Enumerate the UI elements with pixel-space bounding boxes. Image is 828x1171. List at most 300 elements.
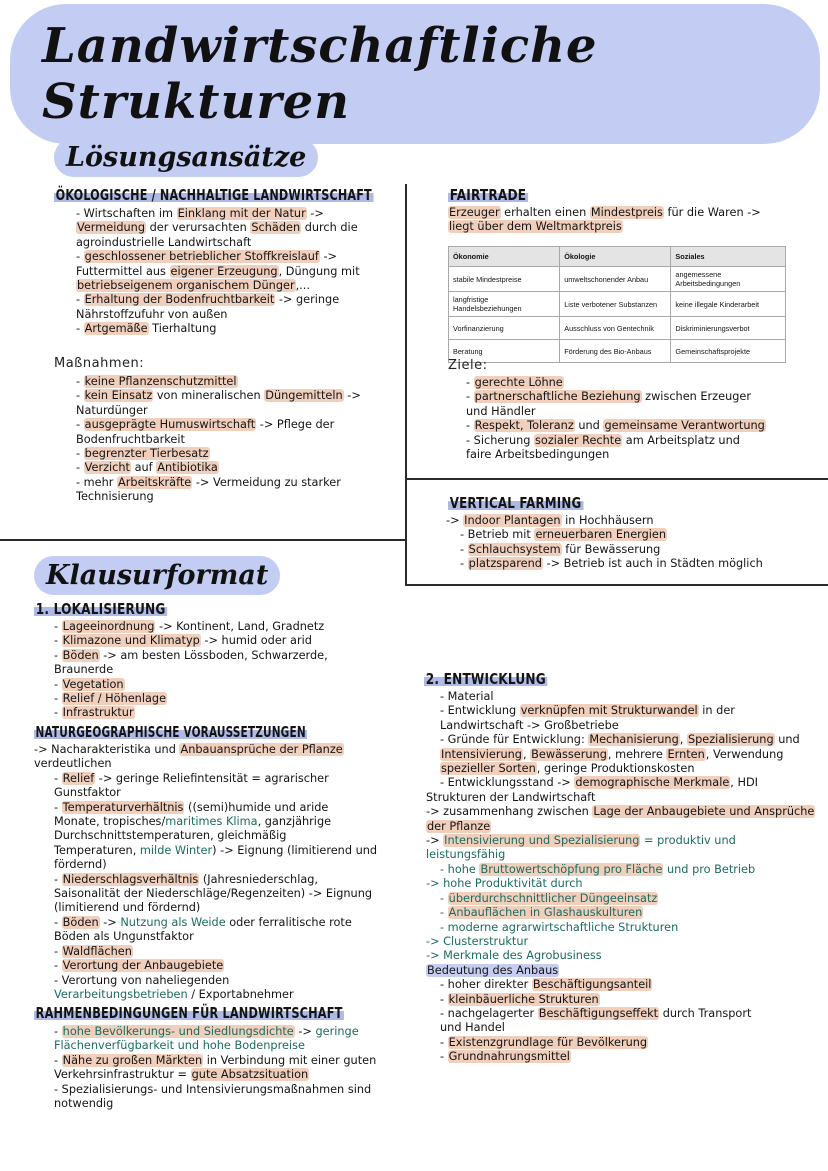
text-segment: maritimes Klima [165,815,258,829]
text-segment: - [440,891,448,905]
text-segment: Gunstfaktor [54,786,121,800]
list-fairtrade [448,206,761,235]
text-segment: partnerschaftliche Beziehung [474,390,641,404]
list-item [34,743,377,757]
table-cell: umweltschonender Anbau [560,267,671,292]
text-segment: -> [446,514,464,527]
text-segment: Relief / Höhenlage [62,692,167,706]
table-cell: Vorfinanzierung [449,317,560,340]
text-segment: Bewässerung [531,747,607,761]
list-item [446,528,763,542]
text-segment: Erzeuger [449,206,500,219]
text-segment: Intensivierung [441,747,522,761]
list-item [446,557,763,571]
list-oekologisch [76,207,360,337]
text-segment: Strukturen der Landwirtschaft [426,790,596,804]
list-item [466,405,766,419]
text-segment: milde Winter [139,843,213,857]
text-segment: Ernten [667,747,705,761]
list-item [426,921,815,935]
text-segment: Böden [62,648,99,662]
text-segment: - [440,1050,448,1064]
list-item [76,447,361,461]
text-segment: sozialer Rechte [535,433,622,447]
text-segment: Braunerde [54,663,114,677]
list-item [76,461,361,475]
divider-horizontal-right-2 [405,584,828,586]
text-segment: - [54,634,62,648]
text-segment: - [440,906,448,920]
list-item [426,935,815,949]
text-segment: - [54,959,62,973]
list-item [54,649,328,663]
text-segment: - Gründe für Entwicklung: [440,733,589,747]
text-segment: Flächenverfügbarkeit und hohe Bodenpreise [54,1039,305,1053]
text-segment: - [76,322,84,336]
text-segment: , geringe Produktionskosten [536,762,695,776]
text-segment: durch Transport [659,1006,752,1020]
text-segment: -> [294,1025,316,1038]
fairtrade-table [448,246,786,363]
divider-vertical-top [405,184,407,584]
text-segment: Vegetation [62,677,124,691]
table-row [449,317,786,340]
text-segment: -> [306,207,324,220]
text-segment: in Hochhäusern [561,514,654,527]
list-item [54,663,328,677]
text-segment: - Sicherung [466,433,535,447]
text-segment: ausgeprägte Humuswirtschaft [84,418,256,432]
list-item [466,434,766,448]
text-segment: - [54,677,62,691]
table-cell: Gemeinschaftsprojekte [671,340,786,363]
text-segment: Grundnahrungsmittel [448,1050,570,1064]
text-segment: ((semi)humide und aride [184,800,329,814]
text-segment: - [460,557,468,571]
text-segment: der Pflanze [427,819,491,833]
text-segment: am Arbeitsplatz und [622,433,740,447]
list-item [54,620,328,634]
table-cell: Förderung des Bio-Anbaus [560,340,671,363]
list-entwicklung [426,690,815,1065]
text-segment: gerechte Löhne [474,376,563,389]
text-segment: Verortung der Anbaugebiete [62,959,224,973]
heading-fairtrade: FAIRTRADE [449,186,527,204]
list-item [34,815,377,829]
list-item [34,916,377,930]
list-item [426,978,815,992]
list-item [426,762,815,776]
text-segment: / Exportabnehmer [187,987,294,1001]
list-item [54,1097,376,1111]
text-segment: -> Kontinent, Land, Gradnetz [155,620,325,633]
text-segment: - [54,1053,62,1067]
list-item [76,236,360,250]
text-segment: betriebseigenem organischem Dünger [77,279,295,293]
text-segment: - hoher direkter [440,978,532,992]
text-segment: platzsparend [468,557,542,571]
text-segment: für die Waren -> [663,206,761,219]
text-segment: gemeinsame Verantwortung [604,419,765,433]
text-segment: Arbeitskräfte [118,475,192,489]
list-item [54,706,328,720]
text-segment: - [54,1025,62,1038]
text-segment: Niederschlagsverhältnis [62,872,199,886]
list-item [466,448,766,462]
list-item [34,901,377,915]
list-naturgeo [34,743,377,1002]
text-segment: -> Vermeidung zu starker [192,475,341,489]
text-segment: Respekt, Toleranz [474,419,574,433]
text-segment: , ganzjährige [257,815,332,829]
list-lokalisierung [54,620,328,721]
list-item [76,433,361,447]
text-segment: - [76,375,84,388]
text-segment: - Entwicklung [440,704,520,718]
list-item [76,279,360,293]
table-cell: Beratung [449,340,560,363]
text-segment: zwischen Erzeuger [641,390,751,404]
table-header-row [449,247,786,267]
text-segment: und pro Betrieb [663,862,756,876]
text-segment: Landwirtschaft -> Großbetriebe [440,718,619,732]
text-segment: -> [319,250,338,264]
text-segment: - Spezialisierungs- und Intensivierungsmaßnahmen sind [54,1082,372,1096]
text-segment: ) -> Eignung (limitierend und [212,843,378,857]
text-segment: Bruttowertschöpfung pro Fläche [480,862,663,876]
text-segment: geschlossener betrieblicher Stoffkreislauf [84,250,319,264]
text-segment: Mechanisierung [589,733,679,747]
text-segment: Anbauansprüche der Pflanze [180,743,343,756]
list-item [34,801,377,815]
text-segment: - [54,706,62,720]
text-segment: Infrastruktur [62,706,134,720]
text-segment: spezieller Sorten [441,762,536,776]
text-segment: - mehr [76,475,118,489]
list-item [426,704,815,718]
list-item [426,906,815,920]
text-segment: Tierhaltung [148,322,217,336]
text-segment: Technisierung [76,490,154,504]
list-item [448,206,761,220]
list-item [426,1021,815,1035]
list-item [426,834,815,848]
list-item [426,877,815,891]
text-segment: -> Betrieb ist auch in Städten möglich [542,557,763,571]
text-segment: - [76,389,84,403]
list-item [34,772,377,786]
text-segment: Lage der Anbaugebiete und Ansprüche [593,805,815,819]
text-segment: Relief [62,771,95,785]
text-segment: Beschäftigungsanteil [532,978,652,992]
section-title-loesungsansaetze: Lösungsansätze [58,142,314,173]
text-segment: und Händler [466,404,536,418]
text-segment: Vermeidung [77,221,146,235]
text-segment: Bodenfruchtbarkeit [76,432,185,446]
text-segment: - [466,390,474,404]
heading-massnahmen: Maßnahmen: [54,356,145,371]
text-segment: Böden [62,915,99,929]
list-vertical-farming [446,514,763,572]
text-segment: -> [343,389,361,403]
text-segment: - Wirtschaften im [76,207,177,220]
text-segment: erneuerbaren Energien [535,528,667,542]
text-segment: Monate, tropisches/ [54,815,166,829]
text-segment: Anbauflächen in Glashauskulturen [448,906,643,920]
text-segment: - [440,1035,448,1049]
text-segment: Temperaturen, [54,843,140,857]
text-segment: Artgemäße [84,322,148,336]
text-segment: Nähe zu großen Märkten [62,1053,203,1067]
text-segment: fördernd) [54,858,107,872]
table-cell: langfristige Handelsbeziehungen [449,292,560,317]
text-segment: -> [99,915,121,929]
text-segment: -> [426,834,444,848]
text-segment: - [54,872,62,886]
list-item [54,1039,376,1053]
list-item [76,322,360,336]
text-segment: Futtermittel aus [76,264,170,278]
list-item [54,678,328,692]
main-title-text: Landwirtschaftliche Strukturen [20,14,810,134]
text-segment: , mehrere [607,747,667,761]
text-segment: keine Pflanzenschutzmittel [84,375,237,388]
heading-vertical-farming: VERTICAL FARMING [449,494,582,512]
text-segment: geringe [315,1025,359,1038]
text-segment: - [54,692,62,706]
list-item [426,791,815,805]
list-item [426,964,815,978]
text-segment: Existenzgrundlage für Bevölkerung [448,1035,648,1049]
list-item [54,1054,376,1068]
text-segment: -> am besten Lössboden, Schwarzerde, [99,648,328,662]
table-cell: Ausschluss von Gentechnik [560,317,671,340]
table-cell: angemessene Arbeitsbedingungen [671,267,786,292]
list-item [426,820,815,834]
text-segment: demographische Merkmale [575,776,730,790]
text-segment: auf [131,461,157,475]
text-segment: Saisonalität der Niederschläge/Regenzeiten) -> Eignung [54,887,373,901]
text-segment: Antibiotika [157,461,218,475]
text-segment: Temperaturverhältnis [62,800,184,814]
text-segment: verdeutlichen [34,757,112,771]
list-item [426,1007,815,1021]
list-item [34,959,377,973]
text-segment: , HDI [730,776,759,790]
list-item [76,308,360,322]
text-segment: Schlauchsystem [468,542,561,556]
text-segment: , Düngung mit [278,264,360,278]
list-item [466,390,766,404]
list-item [76,265,360,279]
table-row [449,267,786,292]
divider-horizontal-left [0,539,406,541]
text-segment: Bedeutung des Anbaus [427,963,559,977]
text-segment: faire Arbeitsbedingungen [466,448,610,462]
text-segment: -> hohe Produktivität durch [426,877,583,891]
text-segment: Nutzung als Weide [120,915,226,929]
heading-lokalisierung: 1. LOKALISIERUNG [35,600,166,618]
text-segment: Waldflächen [62,944,132,958]
list-item [426,776,815,790]
text-segment: - hohe [440,862,480,876]
list-item [466,419,766,433]
list-item [54,634,328,648]
table-cell: Liste verbotener Substanzen [560,292,671,317]
heading-rahmenbedingungen: RAHMENBEDINGUNGEN FÜR LANDWIRTSCHAFT [35,1004,343,1022]
text-segment: , [522,747,531,761]
list-item [34,945,377,959]
list-item [426,949,815,963]
text-segment: Beschäftigungseffekt [538,1006,659,1020]
list-item [426,863,815,877]
table-header: Soziales [671,247,786,267]
text-segment: - [440,992,448,1006]
list-item [54,1083,376,1097]
table-cell: Diskriminierungsverbot [671,317,786,340]
text-segment: -> geringe [275,293,340,307]
text-segment: - Entwicklungsstand -> [440,776,575,790]
text-segment: Verarbeitungsbetrieben [54,987,188,1001]
list-item [426,1050,815,1064]
text-segment: Verkehrsinfrastruktur = [54,1068,191,1082]
list-item [426,805,815,819]
table-header: Ökologie [560,247,671,267]
text-segment: Spezialisierung [687,733,774,747]
text-segment: eigener Erzeugung [170,264,278,278]
text-segment: -> Nacharakteristika und [34,743,180,756]
list-item [34,858,377,872]
text-segment: Schäden [251,221,301,235]
heading-oekologisch: ÖKOLOGISCHE / NACHHALTIGE LANDWIRTSCHAFT [55,186,372,204]
text-segment: - [76,293,84,307]
text-segment: - [466,419,474,433]
text-segment: Nährstoffzufuhr von außen [76,307,228,321]
list-item [34,757,377,771]
text-segment: Lageeinordnung [62,620,155,633]
list-item [76,293,360,307]
divider-horizontal-right-1 [405,478,828,480]
text-segment: Düngemitteln [265,389,343,403]
text-segment: (Jahresniederschlag, [199,872,319,886]
text-segment: - [54,915,62,929]
list-item [34,829,377,843]
text-segment: - nachgelagerter [440,1006,538,1020]
text-segment: -> Merkmale des Agrobusiness [426,949,602,963]
text-segment: für Bewässerung [561,542,661,556]
text-segment: Erhaltung der Bodenfruchtbarkeit [84,293,275,307]
text-segment: hohe Bevölkerungs- und Siedlungsdichte [62,1025,294,1038]
text-segment: = produktiv und [640,834,736,848]
list-item [426,719,815,733]
text-segment: - Material [440,690,494,703]
text-segment: - [76,418,84,432]
text-segment: überdurchschnittlicher Düngeeinsatz [448,891,658,905]
list-item [448,220,761,234]
text-segment: -> Clusterstruktur [426,934,529,948]
list-item [446,543,763,557]
list-item [426,1036,815,1050]
text-segment: - [54,771,62,785]
text-segment: der verursachten [146,221,251,235]
text-segment: kein Einsatz [84,389,153,403]
list-massnahmen [76,375,361,505]
text-segment: Klimazone und Klimatyp [62,634,200,648]
text-segment: Mindestpreis [590,206,663,219]
list-item [76,207,360,221]
text-segment: und Handel [440,1021,505,1035]
text-segment: und [774,733,800,747]
text-segment: Böden als Ungunstfaktor [54,930,194,944]
text-segment: -> humid oder arid [200,634,312,648]
list-item [76,375,361,389]
text-segment: in der [698,704,735,718]
list-item [34,974,377,988]
heading-naturgeo: NATURGEOGRAPHISCHE VORAUSSETZUNGEN [35,723,306,741]
list-item [34,988,377,1002]
text-segment: notwendig [54,1097,114,1111]
text-segment: liegt über dem Weltmarktpreis [449,220,622,234]
text-segment: gute Absatzsituation [191,1068,309,1082]
list-rahmenbedingungen [54,1025,376,1111]
list-item [446,514,763,528]
text-segment: - [76,461,84,475]
list-item [76,418,361,432]
list-item [76,490,361,504]
text-segment: - [54,648,62,662]
text-segment: , Verwendung [705,747,784,761]
list-item [34,930,377,944]
list-item [34,844,377,858]
text-segment: von mineralischen [153,389,265,403]
text-segment: -> geringe Reliefintensität = agrarischer [95,771,329,785]
text-segment: Verzicht [84,461,130,475]
text-segment: kleinbäuerliche Strukturen [448,992,599,1006]
table-cell: stabile Mindestpreise [449,267,560,292]
list-item [54,692,328,706]
list-item [426,690,815,704]
list-item [54,1068,376,1082]
list-item [76,389,361,403]
text-segment: - [460,542,468,556]
list-item [426,892,815,906]
text-segment: ,... [295,279,310,293]
list-item [76,250,360,264]
heading-ziele: Ziele: [448,358,488,373]
text-segment: Naturdünger [76,403,148,417]
text-segment: - moderne agrarwirtschaftliche Strukturen [440,920,679,934]
text-segment: - [76,447,84,461]
table-header: Ökonomie [449,247,560,267]
text-segment: oder ferralitische rote [225,915,352,929]
text-segment: verknüpfen mit Strukturwandel [520,704,698,718]
list-item [426,848,815,862]
text-segment: - [466,376,474,389]
main-title [20,18,810,130]
text-segment: Indoor Plantagen [464,514,561,527]
list-item [54,1025,376,1039]
text-segment: - [54,800,62,814]
list-ziele [466,376,766,462]
table-row [449,340,786,363]
list-item [426,748,815,762]
text-segment: begrenzter Tierbesatz [84,447,209,461]
text-segment: (limitierend und fördernd) [54,901,201,915]
text-segment: - Verortung von naheliegenden [54,973,230,987]
text-segment: in Verbindung mit einer guten [203,1053,377,1067]
text-segment: leistungsfähig [426,848,506,862]
table-row [449,292,786,317]
